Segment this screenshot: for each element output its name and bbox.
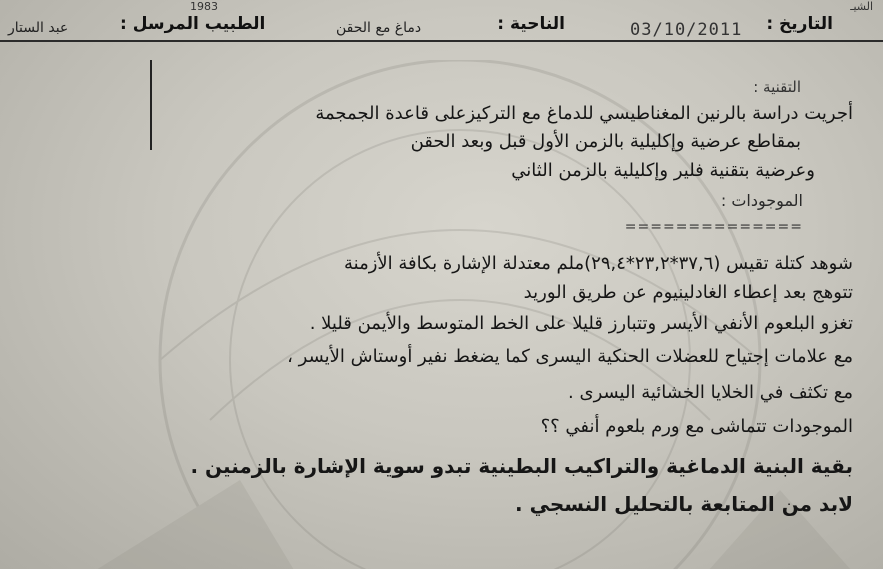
top-edge-text: الشيـ [850,0,873,13]
findings-line: تتوهج بعد إعطاء الغادلينيوم عن طريق الوريد [523,282,853,303]
technique-heading: التقنية : [753,78,801,96]
header-divider [0,40,883,42]
findings-conclusion-line: الموجودات تتماشى مع ورم بلعوم أنفي ؟؟ [540,416,853,437]
findings-line: تغزو البلعوم الأنفي الأيسر وتتبارز قليلا على الخط المتوسط والأيمن قليلا . [309,313,853,334]
technique-line: أجريت دراسة بالرنين المغناطيسي للدماغ مع التركيزعلى قاعدة الجمجمة [315,103,853,124]
recommendation-line: لابد من المتابعة بالتحليل النسجي . [515,492,853,516]
top-edge-number: 1983 [190,0,218,13]
findings-line: بقية البنية الدماغية والتراكيب البطينية تبدو سوية الإشارة بالزمنين . [190,454,853,478]
technique-line: وعرضية بتقنية فلير وإكليلية بالزمن الثاني [511,160,815,181]
region-label: الناحية : [497,14,565,34]
findings-separator: ============== [624,219,803,235]
referring-doctor-label: الطبيب المرسل : [120,14,266,34]
referring-doctor-value: عبد الستار [8,20,69,36]
date-value: 03/10/2011 [630,20,743,40]
findings-line: مع علامات إجتياح للعضلات الحنكية اليسرى كما يضغط نفير أوستاش الأيسر ، [287,346,853,367]
date-label: التاريخ : [766,14,833,34]
findings-line: مع تكثف في الخلايا الخشائية اليسرى . [568,382,853,403]
margin-pen-mark [150,60,152,150]
findings-line: شوهد كتلة تقيس (٣٧,٦*٢٣,٢*٢٩,٤)ملم معتدلة الإشارة بكافة الأزمنة [344,253,853,274]
technique-line: بمقاطع عرضية وإكليلية بالزمن الأول قبل وبعد الحقن [410,131,801,152]
findings-heading: الموجودات : [720,191,803,210]
region-value: دماغ مع الحقن [336,20,422,36]
